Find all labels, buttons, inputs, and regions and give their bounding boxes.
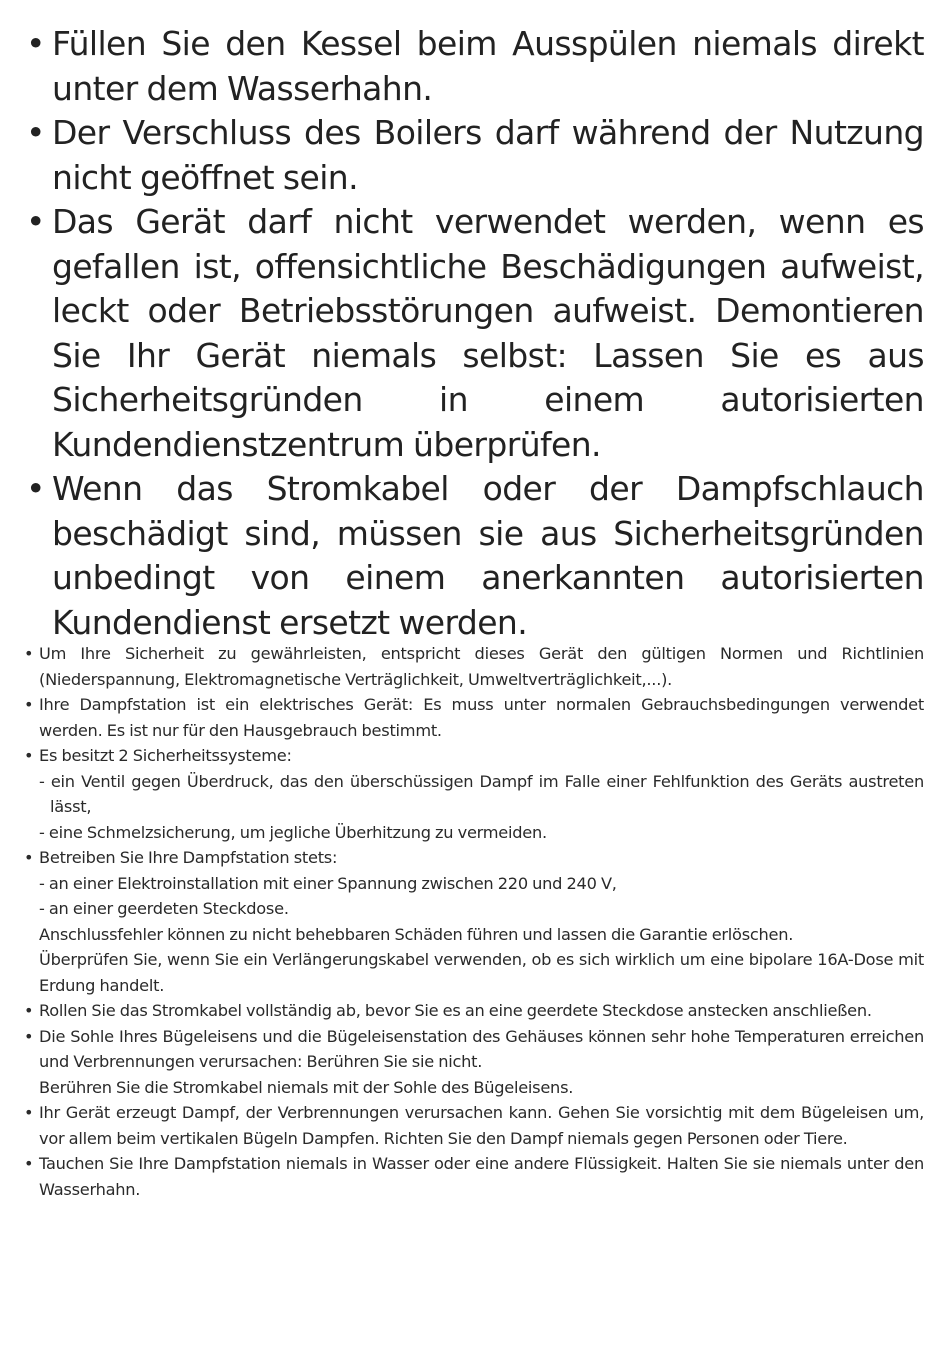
note-extra-text: Berühren Sie die Stromkabel niemals mit der Sohle des Bügeleisens. <box>39 1077 574 1097</box>
note-text: Ihre Dampfstation ist ein elektrisches Gerät: Es muss unter normalen Gebrauchsbedingungen verwendet werden. Es ist nur für den Hausgebrauch bestimmt. <box>39 695 924 740</box>
safety-note <box>24 998 924 1024</box>
note-text: Betreiben Sie Ihre Dampfstation stets: <box>39 848 338 867</box>
safety-note <box>24 1151 924 1202</box>
bullet-icon: • <box>24 1154 34 1173</box>
note-text: Es besitzt 2 Sicherheitssysteme: <box>39 746 292 765</box>
large-warning-item <box>26 467 924 645</box>
safety-note <box>24 1024 924 1101</box>
safety-note <box>24 641 924 692</box>
bullet-icon: • <box>24 695 34 714</box>
safety-note <box>24 692 924 743</box>
safety-note <box>24 845 924 998</box>
large-warning-item <box>26 200 924 467</box>
note-text: Um Ihre Sicherheit zu gewährleisten, entspricht dieses Gerät den gültigen Normen und Richtlinien (Niederspannung, Elektromagnetische Verträglichkeit, Umweltverträglichkeit,...). <box>39 644 924 689</box>
note-text: Die Sohle Ihres Bügeleisens und die Bügeleisenstation des Gehäuses können sehr hohe Temperaturen erreichen und Verbrennungen verursachen: Berühren Sie sie nicht. <box>39 1026 924 1071</box>
warning-text: Das Gerät darf nicht verwendet werden, wenn es gefallen ist, offensichtliche Beschädigungen aufweist, leckt oder Betriebsstörungen aufweist. Demontieren Sie Ihr Gerät niemals selbst: Lassen Sie es aus Sicherheitsgründen in einem autorisierten Kundendienstzentrum überprüfen. <box>52 202 924 464</box>
bullet-icon: • <box>26 113 45 152</box>
note-text: Rollen Sie das Stromkabel vollständig ab, bevor Sie es an eine geerdete Steckdose anstecken anschließen. <box>39 1001 872 1020</box>
note-subitem: - eine Schmelzsicherung, um jegliche Überhitzung zu vermeiden. <box>39 822 547 842</box>
warning-text: Füllen Sie den Kessel beim Ausspülen niemals direkt unter dem Wasserhahn. <box>52 24 924 108</box>
note-text: Tauchen Sie Ihre Dampfstation niemals in Wasser oder eine andere Flüssigkeit. Halten Sie sie niemals unter den Wasserhahn. <box>39 1154 924 1199</box>
large-warning-item <box>26 111 924 200</box>
bullet-icon: • <box>24 1001 34 1020</box>
bullet-icon: • <box>26 24 45 63</box>
warning-text: Der Verschluss des Boilers darf während der Nutzung nicht geöffnet sein. <box>52 113 924 197</box>
large-warning-item <box>26 22 924 111</box>
warning-text: Wenn das Stromkabel oder der Dampfschlauch beschädigt sind, müssen sie aus Sicherheitsgründen unbedingt von einem anerkannten autorisierten Kundendienst ersetzt werden. <box>52 469 924 642</box>
bullet-icon: • <box>24 848 34 867</box>
note-extra-text: Überprüfen Sie, wenn Sie ein Verlängerungskabel verwenden, ob es sich wirklich um eine bipolare 16A-Dose mit Erdung handelt. <box>39 950 924 995</box>
note-text: Ihr Gerät erzeugt Dampf, der Verbrennungen verursachen kann. Gehen Sie vorsichtig mit dem Bügeleisen um, vor allem beim vertikalen Bügeln Dampfen. Richten Sie den Dampf niemals gegen Personen oder Tiere. <box>39 1103 924 1148</box>
bullet-icon: • <box>26 469 45 508</box>
safety-note <box>24 743 924 845</box>
bullet-icon: • <box>24 644 34 663</box>
safety-notes-list <box>24 641 924 1202</box>
bullet-icon: • <box>26 202 45 241</box>
note-subitem: - an einer Elektroinstallation mit einer Spannung zwischen 220 und 240 V, <box>39 873 617 893</box>
bullet-icon: • <box>24 1103 34 1122</box>
bullet-icon: • <box>24 746 34 765</box>
note-extra-text: Anschlussfehler können zu nicht behebbaren Schäden führen und lassen die Garantie erlöschen. <box>39 924 794 944</box>
note-subitem: - an einer geerdeten Steckdose. <box>39 899 289 918</box>
note-subitem: - ein Ventil gegen Überdruck, das den überschüssigen Dampf im Falle einer Fehlfunktion des Geräts austreten lässt, <box>39 771 924 816</box>
large-warning-list <box>26 22 924 645</box>
safety-note <box>24 1100 924 1151</box>
bullet-icon: • <box>24 1026 34 1046</box>
